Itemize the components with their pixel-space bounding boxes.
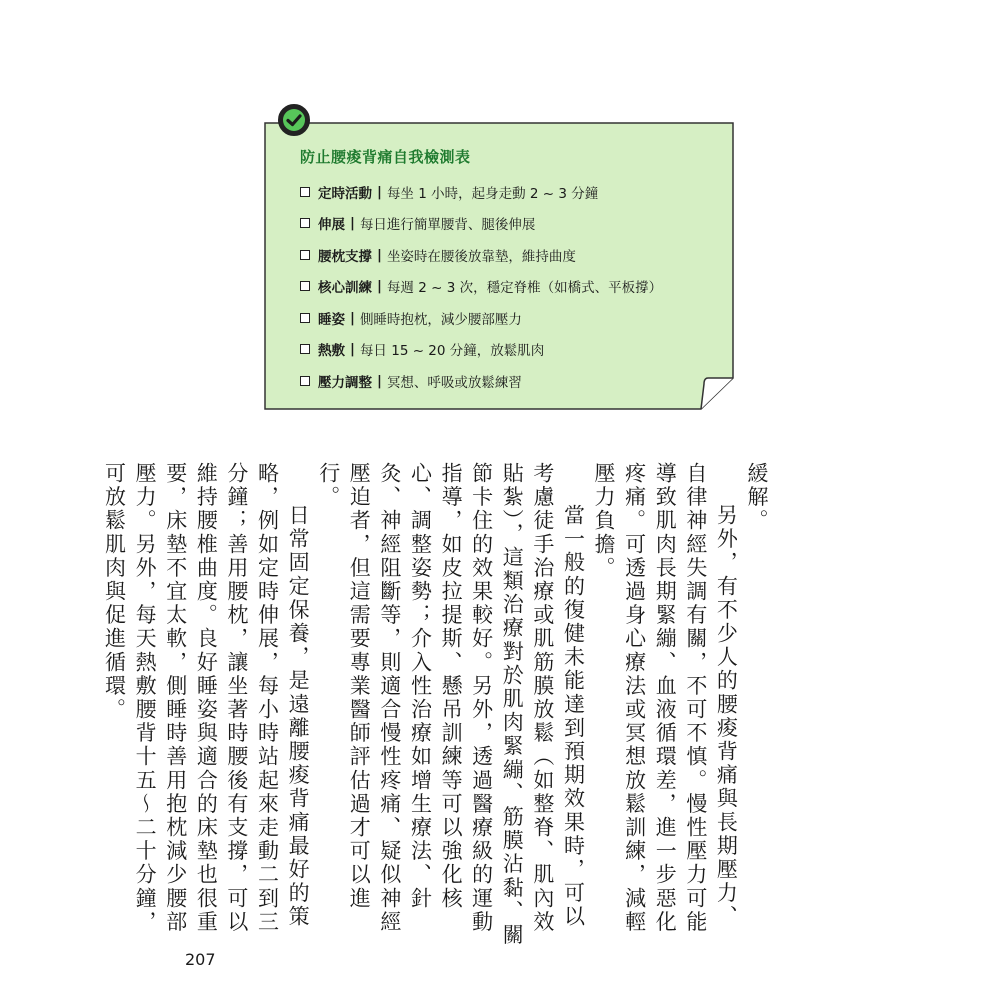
body-paragraph: 另外，有不少人的腰痠背痛與長期壓力、自律神經失調有關，不可不慎。慢性壓力可能導致肌肉長期緊繃、血液循環差，進一步惡化疼痛。可透過身心療法或冥想放鬆訓練，減輕壓力負擔。	[592, 462, 739, 934]
check-icon	[283, 109, 305, 131]
checklist-item-desc: 每日 15 ~ 20 分鐘，放鬆肌肉	[359, 343, 545, 360]
checkbox[interactable]	[300, 250, 310, 260]
checkbox[interactable]	[300, 187, 310, 197]
separator: |	[350, 341, 355, 358]
vertical-body-text	[99, 462, 772, 952]
checklist-item	[300, 239, 662, 271]
checklist-item	[300, 365, 662, 397]
body-paragraph: 日常固定保養，是遠離腰痠背痛最好的策略，例如定時伸展，每小時站起來走動二到三分鐘；善用腰枕，讓坐著時腰後有支撐，可以維持腰椎曲度。良好睡姿與適合的床墊也很重要，床墊不宜太軟，側睡時善用抱枕減少腰部壓力。另外，每天熱敷腰背十五～二十分鐘，可放鬆肌肉與促進循環。	[102, 462, 311, 934]
checklist-item-desc: 冥想、呼吸或放鬆練習	[386, 374, 522, 391]
checklist-card	[264, 122, 734, 410]
checklist-item-desc: 每日進行簡單腰背、腿後伸展	[359, 217, 536, 234]
checklist-item	[300, 334, 662, 366]
checklist-item-desc: 每週 2 ~ 3 次，穩定脊椎（如橋式、平板撐）	[386, 280, 663, 297]
checklist-item-desc: 側睡時抱枕，減少腰部壓力	[359, 311, 522, 328]
checklist-item	[300, 176, 662, 208]
checklist-item	[300, 302, 662, 334]
checklist-item-title: 腰枕支撐	[318, 248, 372, 265]
checklist-items	[300, 176, 662, 397]
separator: |	[377, 246, 382, 263]
checkbox[interactable]	[300, 313, 310, 323]
separator: |	[377, 183, 382, 200]
body-paragraph: 當一般的復健未能達到預期效果時，可以考慮徒手治療或肌筋膜放鬆（如整脊、肌內效貼紮），這類治療對於肌肉緊繃、筋膜沾黏、關節卡住的效果較好。另外，透過醫療級的運動指導，如皮拉提斯、懸吊訓練等可以強化核心、調整姿勢；介入性治療如增生療法、針灸、神經阻斷等，則適合慢性疼痛、疑似神經壓迫者，但這需要專業醫師評估過才可以進行。	[316, 462, 586, 948]
body-paragraph: 緩解。	[745, 462, 769, 533]
checklist-item-title: 壓力調整	[318, 374, 372, 391]
checklist-item-title: 定時活動	[318, 185, 372, 202]
check-badge	[278, 104, 310, 136]
checkbox[interactable]	[300, 376, 310, 386]
separator: |	[350, 215, 355, 232]
checkbox[interactable]	[300, 218, 310, 228]
checklist-item-title: 核心訓練	[318, 280, 372, 297]
checklist-item-desc: 坐姿時在腰後放靠墊，維持曲度	[386, 248, 576, 265]
checklist-item-title: 睡姿	[318, 311, 345, 328]
checklist-item	[300, 208, 662, 240]
separator: |	[377, 278, 382, 295]
checkbox[interactable]	[300, 281, 310, 291]
separator: |	[377, 372, 382, 389]
checklist-item-title: 熱敷	[318, 343, 345, 360]
checklist-item	[300, 271, 662, 303]
checklist-title: 防止腰痠背痛自我檢測表	[300, 148, 471, 166]
page-number: 207	[185, 950, 216, 969]
separator: |	[350, 309, 355, 326]
checklist-item-title: 伸展	[318, 217, 345, 234]
checkbox[interactable]	[300, 344, 310, 354]
checklist-item-desc: 每坐 1 小時，起身走動 2 ~ 3 分鐘	[386, 185, 599, 202]
